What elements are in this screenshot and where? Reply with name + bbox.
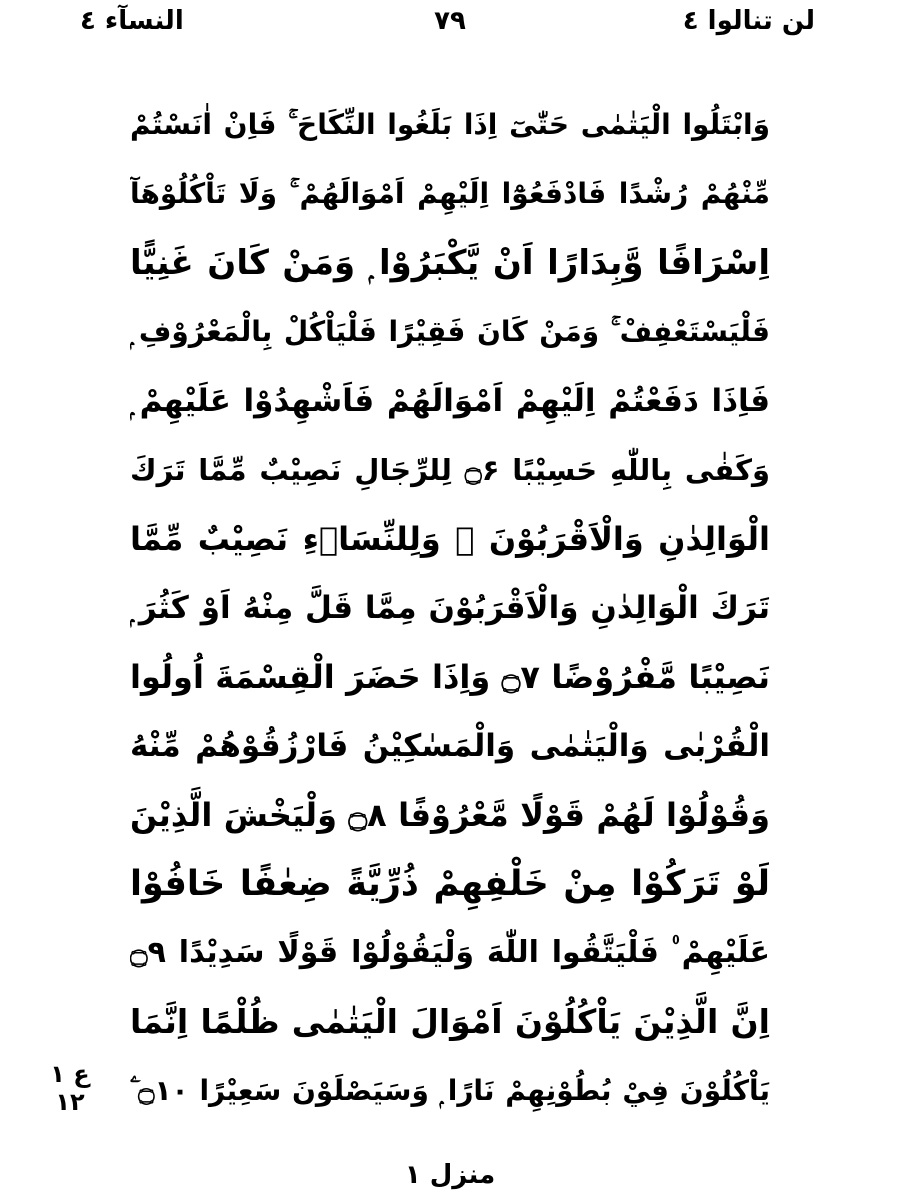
verse-line: اِنَّ الَّذِيْنَ يَاْكُلُوْنَ اَمْوَالَ الْيَتٰمٰى ظُلْمًا اِنَّمَا bbox=[130, 1002, 770, 1041]
juz-title: لن تنالوا ٤ bbox=[682, 6, 815, 36]
verse-line: مِّنْهُمْ رُشْدًا فَادْفَعُوْٓا اِلَيْهِمْ اَمْوَالَهُمْ ۚ وَلَا تَاْكُلُوْهَآ bbox=[130, 177, 770, 210]
surah-title: النسآء ٤ bbox=[80, 6, 184, 36]
verse-line: اِسْرَافًا وَّبِدَارًا اَنْ يَّكْبَرُوْا ۭ وَمَنْ كَانَ غَنِيًّا bbox=[130, 243, 770, 283]
ruku-marker: ع ۱ ۱۲ bbox=[50, 1060, 90, 1116]
verse-line: نَصِيْبًا مَّفْرُوْضًا ۝۷ وَاِذَا حَضَرَ الْقِسْمَةَ اُولُوا bbox=[130, 658, 770, 696]
verse-line: وَكَفٰى بِاللّٰهِ حَسِيْبًا ۝۶ لِلرِّجَالِ نَصِيْبٌ مِّمَّا تَرَكَ bbox=[130, 453, 770, 487]
verse-line: الْوَالِدٰنِ وَالْاَقْرَبُوْنَ ۠ وَلِلنِّسَاۗءِ نَصِيْبٌ مِّمَّا bbox=[130, 520, 770, 558]
verse-line: عَلَيْهِمْ ۠ فَلْيَتَّقُوا اللّٰهَ وَلْيَقُوْلُوْا قَوْلًا سَدِيْدًا ۝۹ bbox=[130, 935, 770, 970]
verse-line: وَابْتَلُوا الْيَتٰمٰى حَتّٰىٓ اِذَا بَلَغُوا النِّكَاحَ ۚ فَاِنْ اٰنَسْتُمْ bbox=[130, 108, 770, 141]
verse-line: فَاِذَا دَفَعْتُمْ اِلَيْهِمْ اَمْوَالَهُمْ فَاَشْهِدُوْا عَلَيْهِمْ ۭ bbox=[130, 383, 770, 419]
verse-line: وَقُوْلُوْا لَھُمْ قَوْلًا مَّعْرُوْفًا ۝۸ وَلْيَخْشَ الَّذِيْنَ bbox=[130, 796, 770, 834]
page-header bbox=[0, 0, 900, 70]
verse-line: يَاْكُلُوْنَ فِيْ بُطُوْنِهِمْ نَارًا ۭ وَسَيَصْلَوْنَ سَعِيْرًا ۝۱۰ ۧ bbox=[130, 1074, 770, 1107]
page-number: ٧٩ bbox=[434, 6, 466, 36]
verse-block bbox=[130, 88, 770, 1128]
manzil-footer: منزل ۱ bbox=[404, 1160, 496, 1190]
verse-line: الْقُرْبٰى وَالْيَتٰمٰى وَالْمَسٰكِيْنُ فَارْزُقُوْھُمْ مِّنْهُ bbox=[130, 728, 770, 764]
verse-line: تَرَكَ الْوَالِدٰنِ وَالْاَقْرَبُوْنَ مِمَّا قَلَّ مِنْهُ اَوْ كَثُرَ ۭ bbox=[130, 590, 770, 626]
verse-line: لَوْ تَرَكُوْا مِنْ خَلْفِهِمْ ذُرِّيَّةً ضِعٰفًا خَافُوْا bbox=[130, 864, 770, 904]
verse-line: فَلْيَسْتَعْفِفْ ۚ وَمَنْ كَانَ فَقِيْرًا فَلْيَاْكُلْ بِالْمَعْرُوْفِ ۭ bbox=[130, 315, 770, 348]
